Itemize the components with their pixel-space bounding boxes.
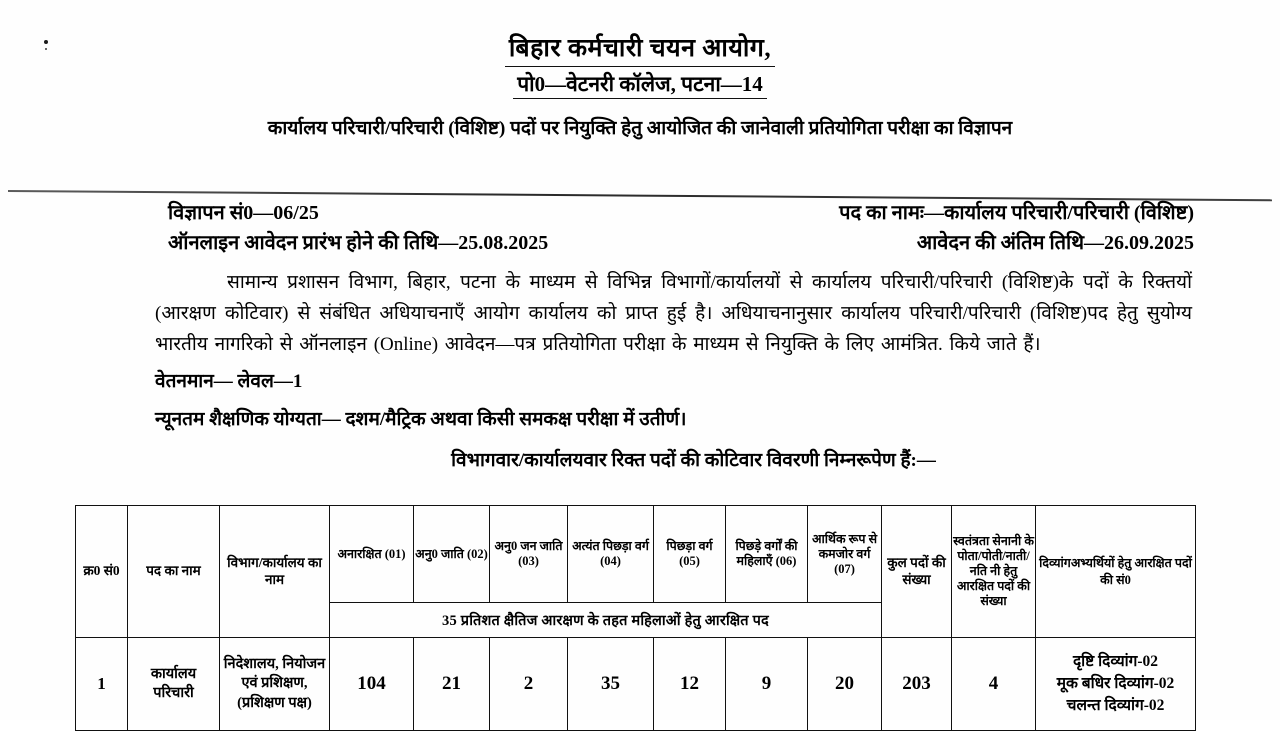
document-body: [155, 268, 1192, 472]
advertisement-number: विज्ञापन सं0—06/25: [168, 202, 319, 224]
qualification-line: न्यूनतम शैक्षणिक योग्यता— दशम/मैट्रिक अथवा किसी समकक्ष परीक्षा में उतीर्ण।: [155, 409, 687, 431]
scan-artifact-speck: [44, 40, 48, 44]
vacancy-table: [75, 505, 1196, 731]
post-name-label: पद का नामः—कार्यालय परिचारी/परिचारी (विशिष्ट): [839, 202, 1194, 224]
organization-address: पो0—वेटनरी कॉलेज, पटना—14: [513, 72, 767, 100]
cell-department-name: निदेशालय, नियोजन एवं प्रशिक्षण, (प्रशिक्षण पक्ष): [220, 638, 330, 731]
th-unreserved: अनारक्षित (01): [330, 506, 414, 603]
th-post-name: पद का नाम: [128, 506, 220, 638]
cell-total-posts: 203: [882, 638, 952, 731]
intro-paragraph: सामान्य प्रशासन विभाग, बिहार, पटना के माध्यम से विभिन्न विभागों/कार्यालयों से कार्यालय परिचारी/परिचारी (विशिष्ट)के पदों के रिक्तयों (आरक्षण कोटिवार) से संबंधित अधियाचनाएँ आयोग कार्यालय को प्राप्त हुई है। अधियाचनानुसार कार्यालय परिचारी/परिचारी (विशिष्ट)पद हेतु सुयोग्य भारतीय नागरिको से ऑनलाइन (Online) आवेदन—पत्र प्रतियोगिता परीक्षा के माध्यम से नियुक्ति के लिए आमंत्रित. किये जाते हैं।: [155, 272, 1192, 355]
th-freedom-fighter: स्वतंत्रता सेनानी के पोता/पोती/नाती/नति नी हेतु आरक्षित पदों की संख्या: [952, 506, 1036, 638]
divyang-line-3: चलन्त दिव्यांग-02: [1066, 697, 1165, 714]
vacancy-table-wrap: [75, 505, 1195, 731]
cell-ews: 20: [808, 638, 882, 731]
table-row: [76, 638, 1196, 731]
cell-st: 2: [490, 638, 568, 731]
th-total-posts: कुल पदों की संख्या: [882, 506, 952, 638]
th-serial-number: क्र0 सं0: [76, 506, 128, 638]
pay-scale-line: वेतनमान— लेवल—1: [155, 371, 303, 393]
cell-divyang: [1036, 638, 1196, 731]
online-start-date: ऑनलाइन आवेदन प्रारंभ होने की तिथि—25.08.2025: [168, 232, 549, 255]
table-header-row: [76, 506, 1196, 603]
organization-address-wrap: [0, 72, 1280, 100]
th-bc: पिछड़ा वर्ग (05): [654, 506, 726, 603]
th-bc-women: पिछड़े वर्गों की महिलाएँ (06): [726, 506, 808, 603]
th-sc: अनु0 जाति (02): [414, 506, 490, 603]
th-ews: आर्थिक रूप से कमजोर वर्ग (07): [808, 506, 882, 603]
divyang-line-1: दृष्टि दिव्यांग-02: [1072, 653, 1159, 670]
th-ebc: अत्यंत पिछड़ा वर्ग (04): [568, 506, 654, 603]
document-subtitle: कार्यालय परिचारी/परिचारी (विशिष्ट) पदों पर नियुक्ति हेतु आयोजित की जानेवाली प्रतियोगिता परीक्षा का विज्ञापन: [267, 118, 1013, 140]
cell-unreserved: 104: [330, 638, 414, 731]
cell-sc: 21: [414, 638, 490, 731]
meta-row-dates: [168, 228, 1194, 258]
divyang-line-2: मूक बधिर दिव्यांग-02: [1056, 675, 1175, 692]
cell-bc-women: 9: [726, 638, 808, 731]
meta-row-advt: [168, 198, 1194, 228]
organization-name: बिहार कर्मचारी चयन आयोग,: [505, 34, 775, 67]
th-department-name: विभाग/कार्यालय का नाम: [220, 506, 330, 638]
th-women-horizontal-reservation: 35 प्रतिशत क्षैतिज आरक्षण के तहत महिलाओं हेतु आरक्षित पद: [330, 603, 882, 638]
th-divyang: दिव्यांगअभ्यर्थियों हेतु आरक्षित पदों की सं0: [1036, 506, 1196, 638]
advertisement-meta: [0, 198, 1280, 259]
th-st: अनु0 जन जाति (03): [490, 506, 568, 603]
table-intro-line: विभागवार/कार्यालयवार रिक्त पदों की कोटिवार विवरणी निम्नरूपेण हैं:—: [451, 449, 936, 471]
organization-name-wrap: [0, 34, 1280, 67]
application-last-date: आवेदन की अंतिम तिथि—26.09.2025: [916, 232, 1194, 255]
cell-bc: 12: [654, 638, 726, 731]
cell-ebc: 35: [568, 638, 654, 731]
cell-freedom-fighter: 4: [952, 638, 1036, 731]
cell-serial-number: 1: [76, 638, 128, 731]
document-header: [0, 0, 1280, 143]
cell-post-name: कार्यालय परिचारी: [128, 638, 220, 731]
